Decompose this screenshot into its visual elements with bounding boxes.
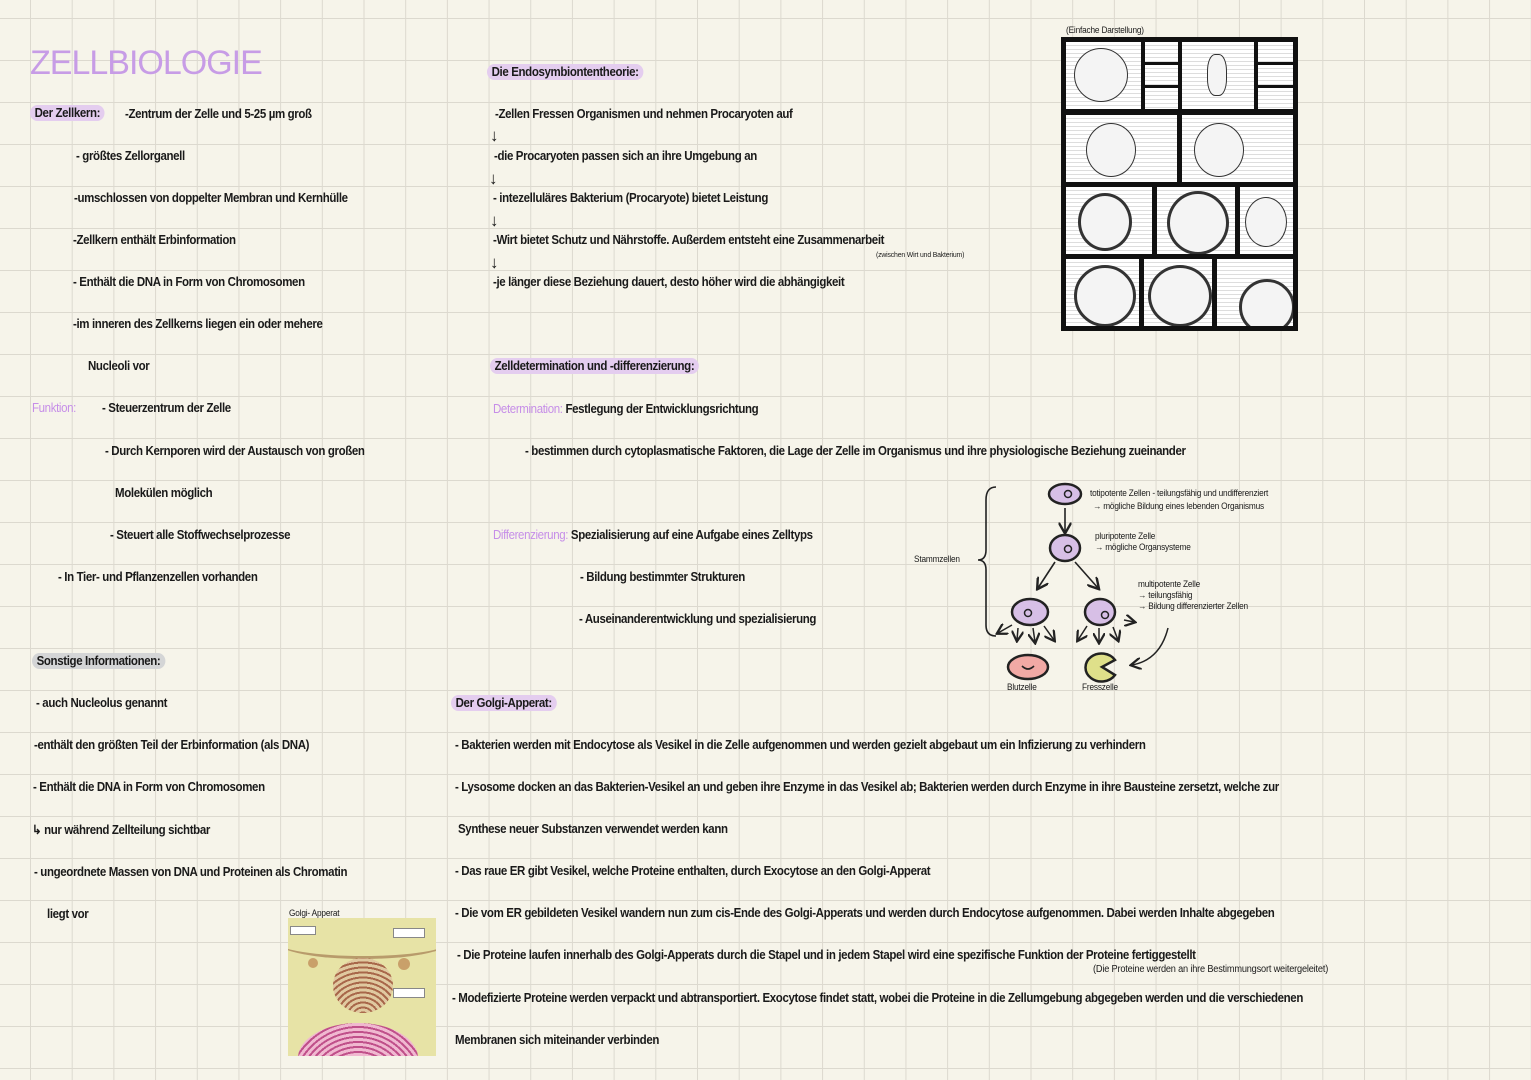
- endosymbionten-heading-label: Die Endosymbiontentheorie:: [487, 64, 643, 80]
- list-item: -die Procaryoten passen sich an ihre Umgebung an: [494, 149, 757, 163]
- totipotent-note: → mögliche Bildung eines lebenden Organismus: [1093, 501, 1264, 511]
- list-item: - Die Proteine laufen innerhalb des Golgi-Apperats durch die Stapel und in jedem Stapel wird eine spezifische Funktion der Proteine fertiggestellt: [457, 948, 1196, 962]
- list-item: - bestimmen durch cytoplasmatische Faktoren, die Lage der Zelle im Organismus und ihre physiologische Beziehung zueinander: [525, 444, 1186, 458]
- list-item: - Lysosome docken an das Bakterien-Vesikel an und geben ihre Enzyme in das Vesikel ab; Bakterien werden durch Enzyme in ihre Bausteine zersetzt, welche zur: [455, 780, 1279, 794]
- list-item: - Modefizierte Proteine werden verpackt und abtransportiert. Exocytose findet statt, wobei die Proteine in die Zellumgebung abgegeben werden und die verschiedenen: [452, 991, 1303, 1005]
- list-item: - Steuerzentrum der Zelle: [102, 401, 231, 415]
- list-item: -Zellen Fressen Organismen und nehmen Procaryoten auf: [495, 107, 793, 121]
- fresszelle-label: Fresszelle: [1082, 682, 1118, 692]
- golgi-heading-label: Der Golgi-Apperat:: [451, 695, 556, 711]
- determination-heading: [490, 359, 699, 373]
- list-item: - In Tier- und Pflanzenzellen vorhanden: [58, 570, 258, 584]
- differenzierung-line: [493, 528, 813, 542]
- list-item: -je länger diese Beziehung dauert, desto höher wird die abhängigkeit: [493, 275, 845, 289]
- comic-caption: (Einfache Darstellung): [1066, 25, 1144, 35]
- list-item: - ungeordnete Massen von DNA und Proteinen als Chromatin: [34, 865, 348, 879]
- zellkern-heading: [30, 106, 105, 120]
- list-item: -enthält den größten Teil der Erbinformation (als DNA): [34, 738, 310, 752]
- list-item: - Auseinanderentwicklung und spezialisierung: [579, 612, 817, 626]
- list-item: Molekülen möglich: [115, 486, 213, 500]
- list-item: Membranen sich miteinander verbinden: [455, 1033, 660, 1047]
- arrow-down-icon: ↓: [490, 126, 499, 145]
- list-item: Nucleoli vor: [88, 359, 150, 373]
- list-item: - intezelluläres Bakterium (Procaryote) bietet Leistung: [493, 191, 769, 205]
- list-item: -im inneren des Zellkerns liegen ein oder mehere: [73, 317, 323, 331]
- pluripotent-note: → mögliche Organsysteme: [1095, 542, 1191, 552]
- pluripotent-label: pluripotente Zelle: [1095, 531, 1156, 541]
- determination-heading-label: Zelldetermination und -differenzierung:: [490, 358, 699, 374]
- multipotent-note: → teilungsfähig: [1138, 590, 1193, 600]
- multipotent-note: → Bildung differenzierter Zellen: [1138, 601, 1248, 611]
- list-item: - Das raue ER gibt Vesikel, welche Proteine enthalten, durch Exocytose an den Golgi-Apperat: [455, 864, 931, 878]
- arrow-down-icon: ↓: [490, 253, 499, 272]
- blood-cell: [1008, 655, 1048, 679]
- list-item: - Durch Kernporen wird der Austausch von großen: [105, 444, 365, 458]
- endosymbionten-heading: [487, 65, 643, 79]
- list-item: -Zellkern enthält Erbinformation: [73, 233, 236, 247]
- sonstige-heading: [32, 654, 165, 668]
- funktion-label: Funktion:: [32, 401, 77, 415]
- sonstige-heading-label: Sonstige Informationen:: [32, 653, 165, 669]
- list-item: -Zentrum der Zelle und 5-25 µm groß: [125, 107, 312, 121]
- arrow-down-icon: ↓: [490, 211, 499, 230]
- list-item: - Bakterien werden mit Endocytose als Vesikel in die Zelle aufgenommen und werden gezielt abgebaut um ein Infizierung zu verhindern: [455, 738, 1146, 752]
- list-item: liegt vor: [47, 907, 89, 921]
- multipotent-label: multipotente Zelle: [1138, 579, 1201, 589]
- determination-text: Festlegung der Entwicklungsrichtung: [565, 402, 759, 416]
- endosymbiosis-comic: [1061, 37, 1298, 331]
- note: (zwischen Wirt und Bakterium): [876, 250, 965, 259]
- page-title: ZELLBIOLOGIE: [30, 44, 262, 82]
- list-item: ↳ nur während Zellteilung sichtbar: [32, 823, 210, 837]
- list-item: -umschlossen von doppelter Membran und Kernhülle: [74, 191, 348, 205]
- list-item: - auch Nucleolus genannt: [36, 696, 168, 710]
- list-item: - Enthält die DNA in Form von Chromosomen: [73, 275, 305, 289]
- list-item: Synthese neuer Substanzen verwendet werden kann: [458, 822, 728, 836]
- golgi-image-caption: Golgi- Apperat: [289, 908, 340, 918]
- stammzellen-brace: [978, 487, 996, 636]
- totipotent-label: totipotente Zellen - teilungsfähig und undifferenziert: [1090, 488, 1269, 498]
- determination-line: [493, 402, 758, 416]
- stammzellen-label: Stammzellen: [914, 554, 960, 564]
- blutzelle-label: Blutzelle: [1007, 682, 1037, 692]
- list-item: - größtes Zellorganell: [76, 149, 185, 163]
- multipotent-cell: [1012, 599, 1048, 625]
- zellkern-heading-label: Der Zellkern:: [30, 105, 105, 121]
- arrow-down-icon: ↓: [489, 169, 498, 188]
- list-item: - Enthält die DNA in Form von Chromosomen: [33, 780, 265, 794]
- golgi-heading: [451, 696, 556, 710]
- determination-label: Determination:: [493, 402, 563, 416]
- list-item: -Wirt bietet Schutz und Nährstoffe. Außerdem entsteht eine Zusammenarbeit: [493, 233, 885, 247]
- differenzierung-label: Differenzierung:: [493, 528, 569, 542]
- list-item-note: (Die Proteine werden an ihre Bestimmungsort weitergeleitet): [1093, 964, 1329, 975]
- differenzierung-text: Spezialisierung auf eine Aufgabe eines Zelltyps: [570, 528, 813, 542]
- list-item: - Bildung bestimmter Strukturen: [580, 570, 745, 584]
- golgi-apparatus-image: [288, 918, 436, 1056]
- multipotent-cell: [1085, 599, 1115, 625]
- list-item: - Steuert alle Stoffwechselprozesse: [110, 528, 291, 542]
- eater-cell: [1085, 654, 1115, 682]
- list-item: - Die vom ER gebildeten Vesikel wandern nun zum cis-Ende des Golgi-Apperats und werden durch Endocytose aufgenommen. Dabei werden Inhalte abgegeben: [455, 906, 1275, 920]
